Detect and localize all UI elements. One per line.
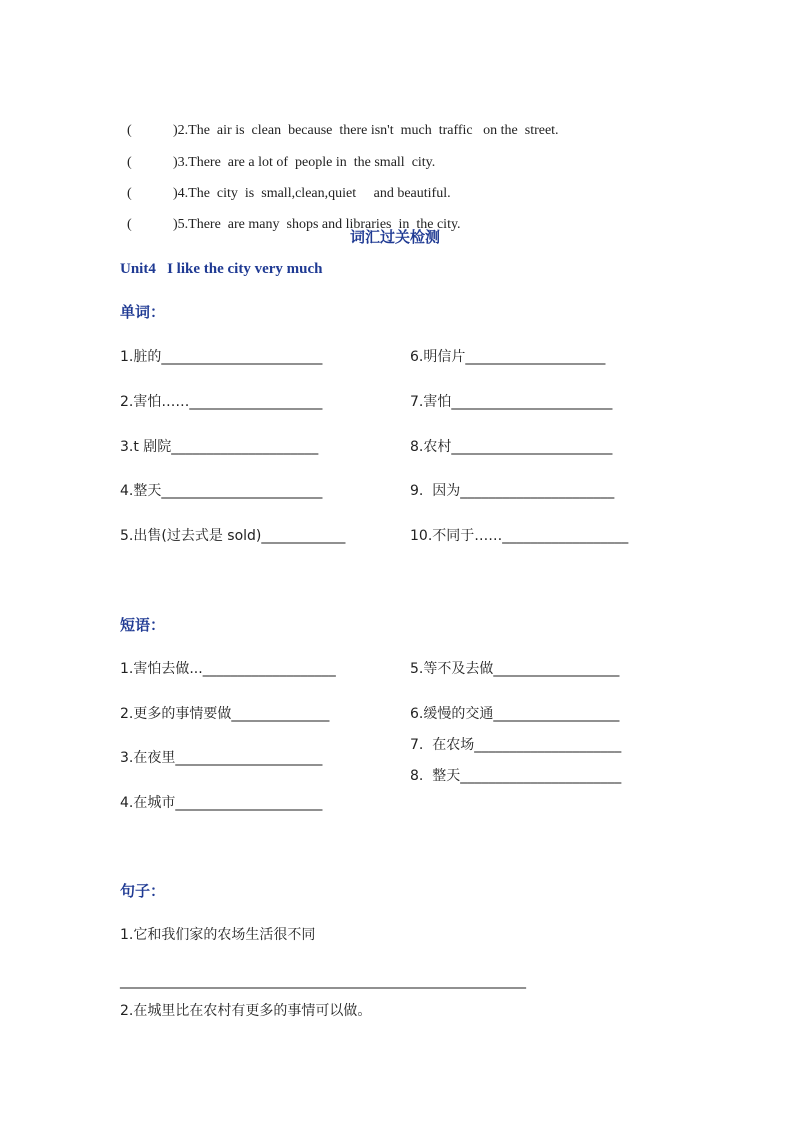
word-item-10[interactable]: 10.不同于……__________________ bbox=[410, 528, 629, 544]
sentence-item-1: 1.它和我们家的农场生活很不同 bbox=[120, 927, 316, 943]
sentences-heading: 句子： bbox=[120, 882, 166, 900]
sentence-item-2: 2.在城里比在农村有更多的事情可以做。 bbox=[120, 1003, 372, 1019]
answer-paren[interactable]: ( bbox=[127, 217, 132, 232]
phrase-item-6[interactable]: 6.缓慢的交通__________________ bbox=[410, 706, 620, 722]
unit-title: Unit4 I like the city very much bbox=[120, 261, 323, 277]
phrase-item-2[interactable]: 2.更多的事情要做______________ bbox=[120, 706, 330, 722]
word-item-8[interactable]: 8.农村_______________________ bbox=[410, 439, 613, 455]
phrase-item-4[interactable]: 4.在城市_____________________ bbox=[120, 795, 323, 811]
tf-item-2 bbox=[120, 104, 559, 140]
section-title: 词汇过关检测 bbox=[350, 228, 441, 246]
tf-text: )5.There are many shops and libraries in the city. bbox=[173, 217, 461, 232]
word-item-5[interactable]: 5.出售(过去式是 sold)____________ bbox=[120, 528, 346, 544]
tf-text: )3.There are a lot of people in the small city. bbox=[173, 155, 436, 170]
phrase-item-3[interactable]: 3.在夜里_____________________ bbox=[120, 750, 323, 766]
word-item-4[interactable]: 4.整天_______________________ bbox=[120, 483, 323, 499]
answer-paren[interactable]: ( bbox=[127, 155, 132, 170]
word-item-1[interactable]: 1.脏的_______________________ bbox=[120, 349, 323, 365]
phrase-item-7[interactable]: 7. 在农场_____________________ bbox=[410, 737, 622, 753]
word-item-9[interactable]: 9. 因为______________________ bbox=[410, 483, 615, 499]
word-item-3[interactable]: 3.t 剧院_____________________ bbox=[120, 439, 319, 455]
tf-text: )4.The city is small,clean,quiet and beautiful. bbox=[173, 186, 451, 201]
phrase-item-1[interactable]: 1.害怕去做...___________________ bbox=[120, 661, 336, 677]
phrase-item-8[interactable]: 8. 整天_______________________ bbox=[410, 768, 622, 784]
words-heading: 单词： bbox=[120, 303, 166, 321]
phrase-item-5[interactable]: 5.等不及去做__________________ bbox=[410, 661, 620, 677]
answer-paren[interactable]: ( bbox=[127, 186, 132, 201]
phrases-heading: 短语： bbox=[120, 616, 166, 634]
word-item-2[interactable]: 2.害怕……___________________ bbox=[120, 394, 323, 410]
word-item-6[interactable]: 6.明信片____________________ bbox=[410, 349, 606, 365]
sentence-answer-line[interactable]: __________________________________________________________ bbox=[120, 973, 526, 989]
word-item-7[interactable]: 7.害怕_______________________ bbox=[410, 394, 613, 410]
answer-paren[interactable]: ( bbox=[127, 123, 132, 138]
tf-text: )2.The air is clean because there isn't much traffic on the street. bbox=[173, 123, 559, 138]
